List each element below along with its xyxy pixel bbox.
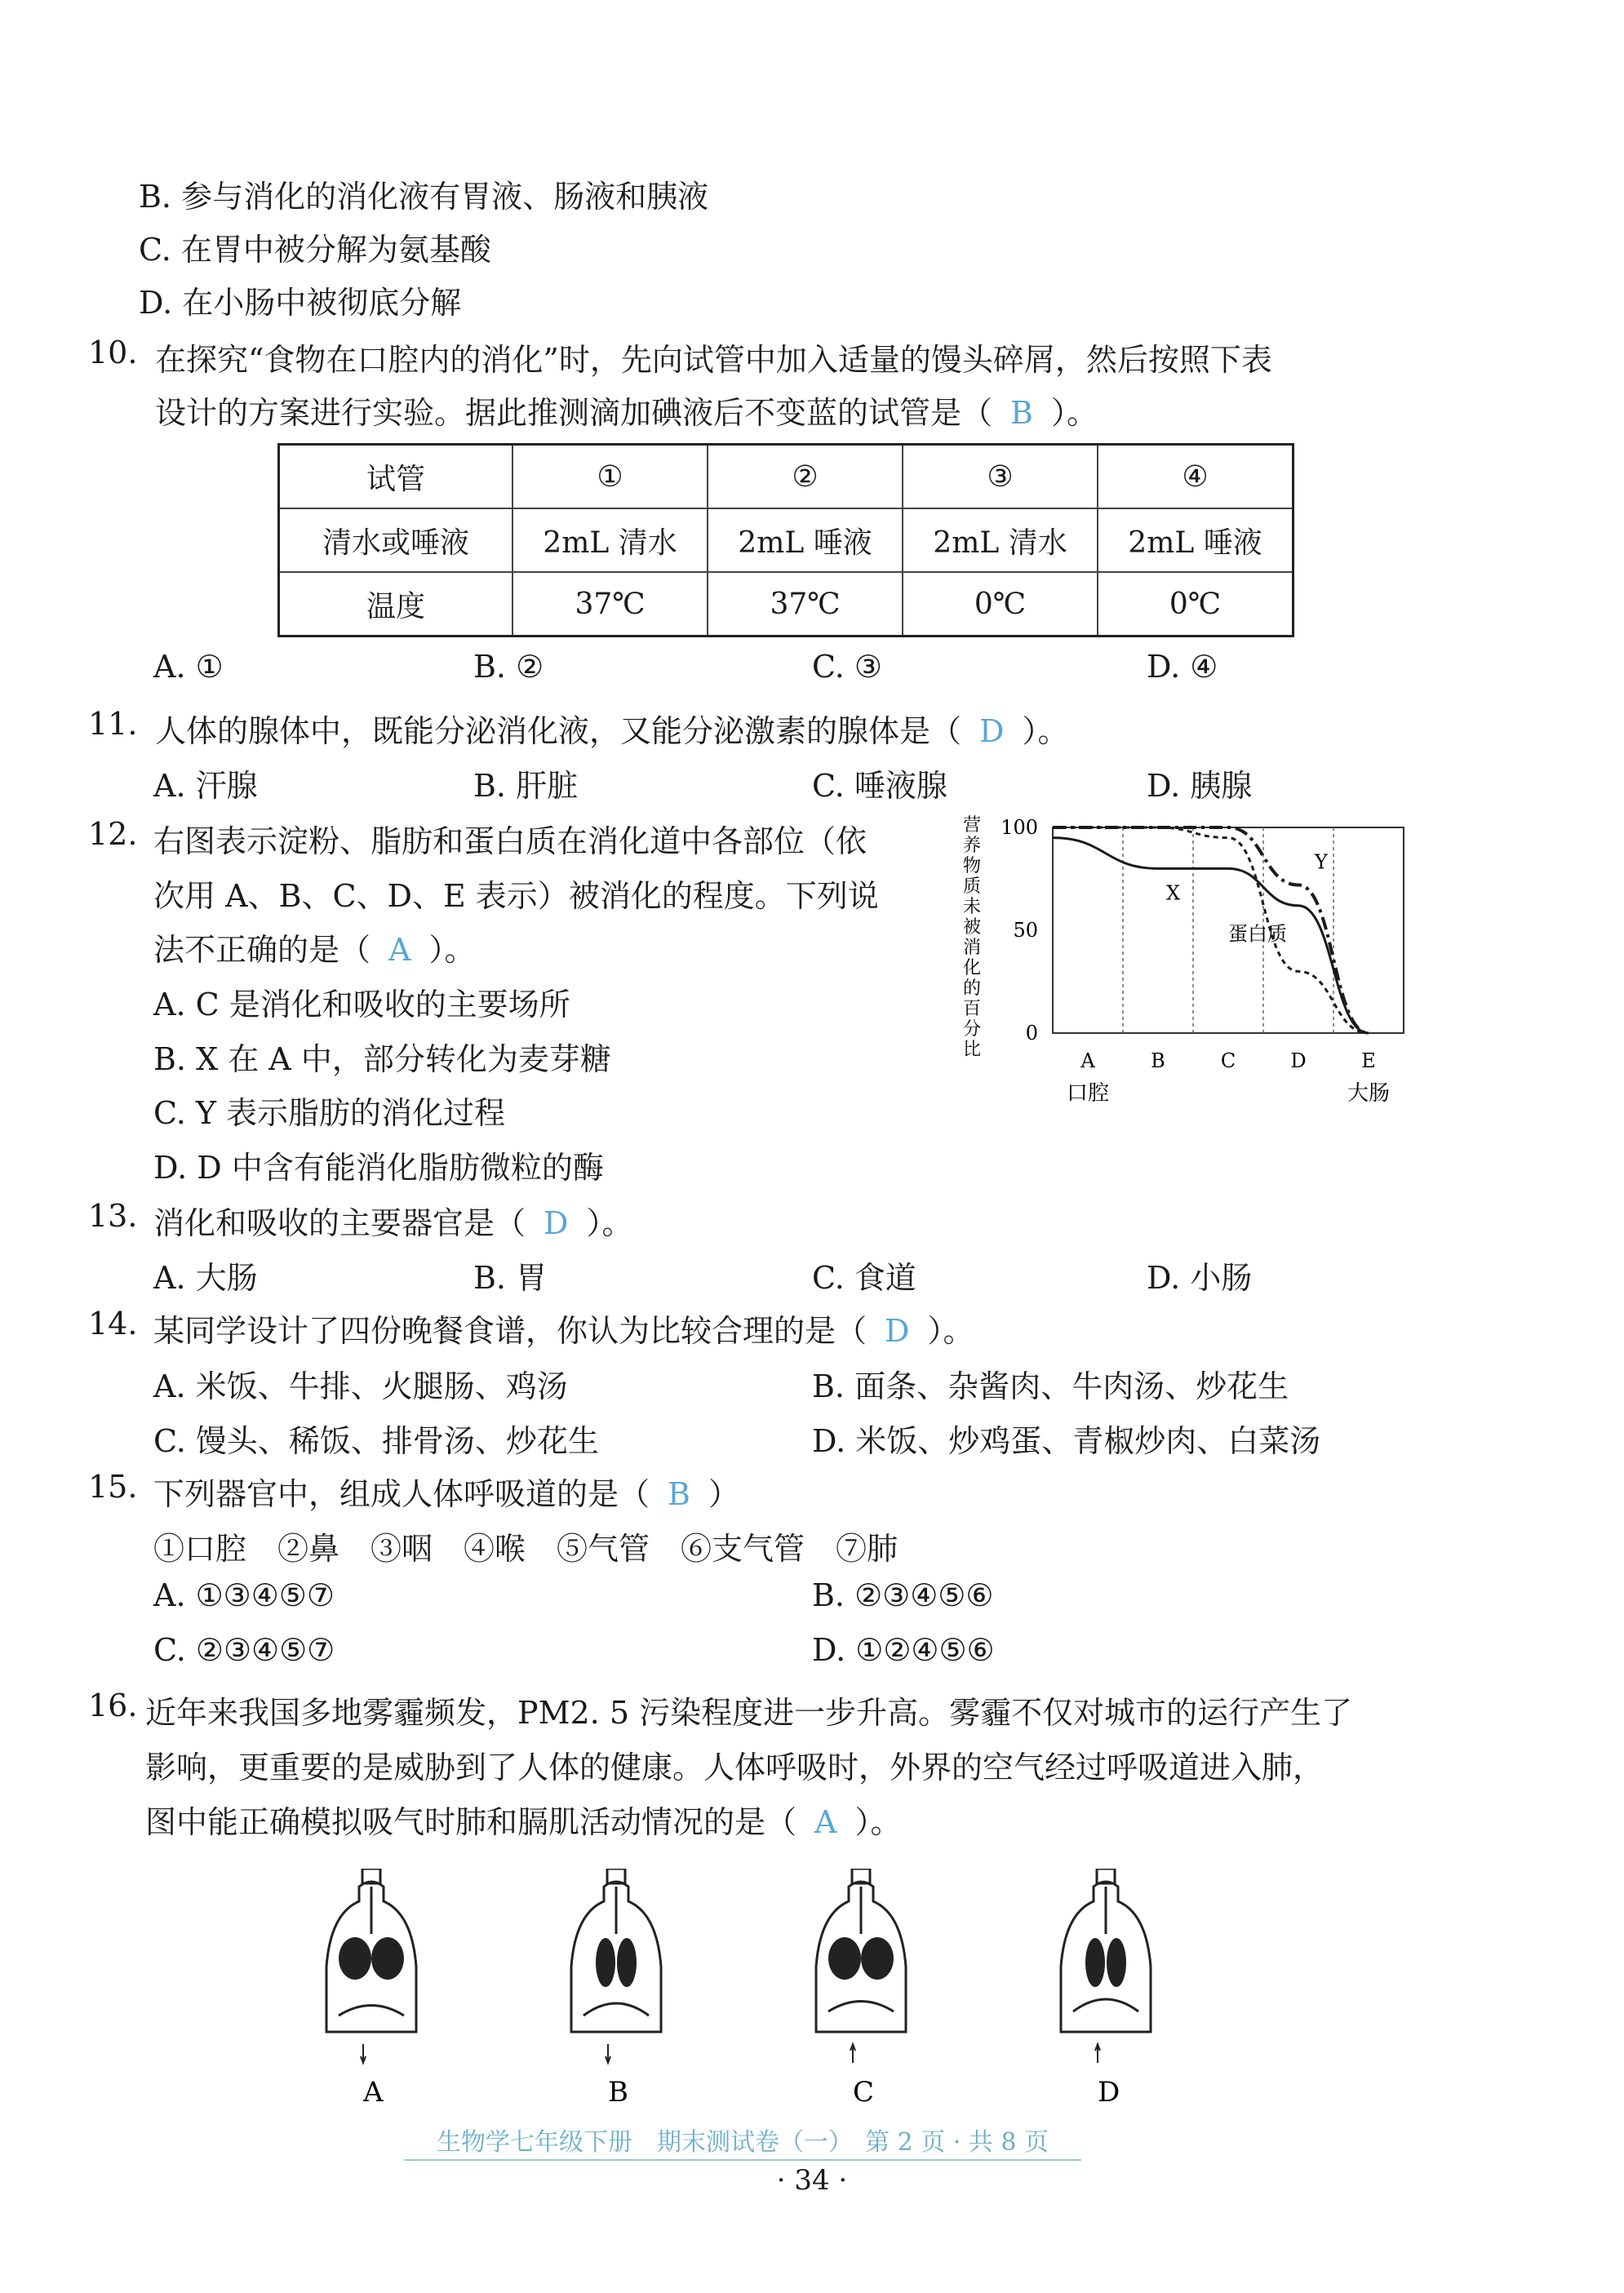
x-tick-label: D bbox=[1290, 1049, 1307, 1072]
y-axis-label-char: 化 bbox=[963, 958, 982, 978]
y-axis-label-char: 质 bbox=[963, 876, 982, 897]
table-cell: 0℃ bbox=[903, 572, 1098, 636]
q16-stem-line3: 图中能正确模拟吸气时肺和膈肌活动情况的是（ A ）。 bbox=[145, 1804, 902, 1840]
q12-stem-line1: 右图表示淀粉、脂肪和蛋白质在消化道中各部位（依 bbox=[153, 823, 867, 859]
q16-number: 16. bbox=[88, 1688, 138, 1723]
q13-stem: 消化和吸收的主要器官是（ D ）。 bbox=[153, 1205, 633, 1241]
q10-stem-line2: 设计的方案进行实验。据此推测滴加碘液后不变蓝的试管是（ B ）。 bbox=[155, 395, 1098, 431]
q13-answer: D bbox=[544, 1205, 569, 1241]
table-cell: 2mL 清水 bbox=[512, 508, 708, 572]
y-axis-label-char: 分 bbox=[963, 1019, 982, 1040]
table-row bbox=[279, 445, 1293, 509]
figure-label: D bbox=[1098, 2076, 1120, 2109]
table-cell: 2mL 唾液 bbox=[708, 508, 903, 572]
x-tick-label: C bbox=[1220, 1049, 1236, 1072]
q15-stem: 下列器官中，组成人体呼吸道的是（ B ） bbox=[153, 1476, 739, 1512]
y-axis-label-char: 营 bbox=[963, 815, 982, 836]
y-axis-label-char: 物 bbox=[963, 856, 982, 876]
q15-option-b: B. ②③④⑤⑥ bbox=[812, 1577, 994, 1613]
q12-stem-line2: 次用 A、B、C、D、E 表示）被消化的程度。下列说 bbox=[153, 878, 879, 914]
figure-label: A bbox=[363, 2076, 384, 2109]
q11-number: 11. bbox=[88, 706, 138, 742]
q10-option-d: D. ④ bbox=[1147, 649, 1218, 685]
q15-answer: B bbox=[668, 1476, 690, 1512]
table-cell: ④ bbox=[1098, 445, 1293, 509]
page-footer: 生物学七年级下册 期末测试卷（一） 第 2 页 · 共 8 页 bbox=[404, 2122, 1081, 2161]
bell-jar-figures bbox=[302, 1869, 1249, 2113]
table-cell: 2mL 唾液 bbox=[1098, 508, 1293, 572]
x-tick-label: A bbox=[1080, 1049, 1095, 1072]
q15-organ-list: ①口腔 ②鼻 ③咽 ④喉 ⑤气管 ⑥支气管 ⑦肺 bbox=[153, 1531, 899, 1567]
q13-option-c: C. 食道 bbox=[812, 1260, 916, 1296]
y-axis-label-char: 的 bbox=[963, 978, 982, 999]
q14-option-b: B. 面条、杂酱肉、牛肉汤、炒花生 bbox=[812, 1368, 1289, 1404]
q16-stem-line2: 影响，更重要的是威胁到了人体的健康。人体呼吸时，外界的空气经过呼吸道进入肺， bbox=[145, 1750, 1324, 1785]
digestion-chart bbox=[955, 808, 1428, 1134]
q13-option-a: A. 大肠 bbox=[153, 1260, 258, 1296]
table-cell: 2mL 清水 bbox=[903, 508, 1098, 572]
q11-option-a: A. 汗腺 bbox=[153, 768, 258, 804]
table-row bbox=[279, 572, 1293, 636]
y-tick-label: 0 bbox=[1025, 1022, 1038, 1044]
bell-jar-figure-d bbox=[1061, 1869, 1151, 2109]
q11-stem: 人体的腺体中，既能分泌消化液，又能分泌激素的腺体是（ D ）。 bbox=[155, 713, 1069, 749]
q13-option-d: D. 小肠 bbox=[1147, 1260, 1253, 1296]
y-axis-label-char: 养 bbox=[963, 836, 982, 856]
y-axis-label-char: 被 bbox=[963, 917, 982, 938]
table-cell: ① bbox=[512, 445, 708, 509]
y-axis-label-char: 百 bbox=[963, 999, 982, 1019]
q13-option-b: B. 胃 bbox=[473, 1260, 548, 1296]
table-cell: 温度 bbox=[279, 572, 513, 636]
q14-number: 14. bbox=[88, 1306, 138, 1342]
x-tick-label: E bbox=[1361, 1049, 1376, 1072]
q16-stem-line1: 近年来我国多地雾霾频发，PM2. 5 污染程度进一步升高。雾霾不仅对城市的运行产生了 bbox=[145, 1695, 1353, 1731]
x-sublabel: 口腔 bbox=[1066, 1081, 1110, 1106]
table-cell: ③ bbox=[903, 445, 1098, 509]
q14-option-a: A. 米饭、牛排、火腿肠、鸡汤 bbox=[153, 1368, 568, 1404]
q10-stem-line1: 在探究“食物在口腔内的消化”时，先向试管中加入适量的馒头碎屑，然后按照下表 bbox=[155, 342, 1272, 378]
y-axis-label-char: 未 bbox=[963, 897, 982, 917]
bell-jar-figure-b bbox=[571, 1869, 661, 2109]
q10-option-c: C. ③ bbox=[812, 649, 882, 685]
y-tick-label: 50 bbox=[1013, 919, 1038, 942]
q10-option-b: B. ② bbox=[473, 649, 544, 685]
q13-number: 13. bbox=[88, 1198, 138, 1234]
bell-jar-figure-a bbox=[326, 1869, 416, 2109]
series-label: Y bbox=[1315, 850, 1328, 874]
q15-option-a: A. ①③④⑤⑦ bbox=[153, 1577, 335, 1613]
q12-answer: A bbox=[388, 932, 411, 968]
y-axis-label-char: 比 bbox=[963, 1040, 982, 1060]
q10-experiment-table bbox=[277, 443, 1294, 637]
q14-answer: D bbox=[885, 1313, 910, 1349]
table-cell: 37℃ bbox=[708, 572, 903, 636]
q14-option-c: C. 馒头、稀饭、排骨汤、炒花生 bbox=[153, 1423, 599, 1459]
table-cell: ② bbox=[708, 445, 903, 509]
y-axis-label-char: 消 bbox=[963, 938, 982, 958]
q9-option-c: C. 在胃中被分解为氨基酸 bbox=[139, 232, 491, 268]
q12-option-c: C. Y 表示脂肪的消化过程 bbox=[153, 1095, 506, 1131]
bell-jar-figure-c bbox=[816, 1869, 906, 2109]
series-label: 蛋白质 bbox=[1228, 922, 1287, 946]
figure-label: B bbox=[608, 2076, 628, 2109]
q11-option-d: D. 胰腺 bbox=[1147, 768, 1253, 804]
q12-option-a: A. C 是消化和吸收的主要场所 bbox=[153, 987, 570, 1022]
table-cell: 清水或唾液 bbox=[279, 508, 513, 572]
q15-option-d: D. ①②④⑤⑥ bbox=[812, 1632, 995, 1668]
q12-option-d: D. D 中含有能消化脂肪微粒的酶 bbox=[153, 1150, 604, 1186]
q11-option-c: C. 唾液腺 bbox=[812, 768, 947, 804]
table-cell: 0℃ bbox=[1098, 572, 1293, 636]
figure-label: C bbox=[853, 2076, 875, 2109]
q10-number: 10. bbox=[88, 335, 138, 370]
q15-option-c: C. ②③④⑤⑦ bbox=[153, 1632, 335, 1668]
q11-option-b: B. 肝脏 bbox=[473, 768, 579, 804]
q14-option-d: D. 米饭、炒鸡蛋、青椒炒肉、白菜汤 bbox=[812, 1423, 1321, 1459]
q16-answer: A bbox=[814, 1804, 837, 1840]
q9-option-b: B. 参与消化的消化液有胃液、肠液和胰液 bbox=[139, 179, 709, 215]
q10-option-a: A. ① bbox=[153, 649, 224, 685]
page-number: · 34 · bbox=[776, 2164, 848, 2197]
q12-stem-line3: 法不正确的是（ A ）。 bbox=[153, 932, 476, 968]
x-sublabel: 大肠 bbox=[1347, 1081, 1391, 1106]
x-tick-label: B bbox=[1151, 1049, 1165, 1072]
table-cell: 试管 bbox=[279, 445, 513, 509]
y-tick-label: 100 bbox=[1001, 816, 1038, 839]
q14-stem: 某同学设计了四份晚餐食谱，你认为比较合理的是（ D ）。 bbox=[153, 1313, 974, 1349]
q10-answer: B bbox=[1010, 395, 1033, 431]
q11-answer: D bbox=[979, 713, 1005, 749]
q12-number: 12. bbox=[88, 816, 138, 852]
table-cell: 37℃ bbox=[512, 572, 708, 636]
series-label: X bbox=[1166, 881, 1181, 905]
q12-option-b: B. X 在 A 中，部分转化为麦芽糖 bbox=[153, 1041, 611, 1077]
table-row bbox=[279, 508, 1293, 572]
q15-number: 15. bbox=[88, 1469, 138, 1505]
q9-option-d: D. 在小肠中被彻底分解 bbox=[139, 285, 462, 321]
